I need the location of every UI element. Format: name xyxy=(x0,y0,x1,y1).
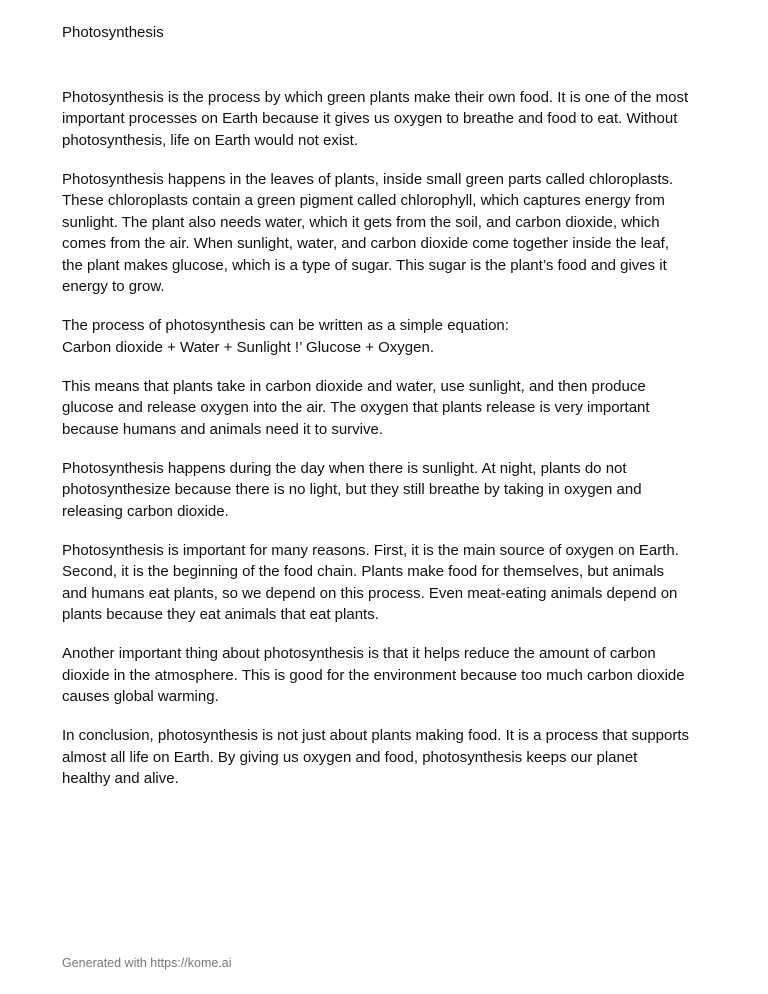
document-body xyxy=(62,22,722,807)
paragraph-line: causes global warming. xyxy=(62,688,219,705)
paragraph-line: This means that plants take in carbon dioxide and water, use sunlight, and then produce xyxy=(62,377,646,395)
paragraph-line: releasing carbon dioxide. xyxy=(62,502,229,520)
paragraph-line: Photosynthesis happens in the leaves of plants, inside small green parts called chloroplasts. xyxy=(62,170,674,188)
paragraph xyxy=(62,376,722,441)
paragraph-line: plants because they eat animals that eat plants. xyxy=(62,606,379,623)
paragraph-line: Photosynthesis is important for many reasons. First, it is the main source of oxygen on Earth. xyxy=(62,541,679,559)
paragraphs xyxy=(62,87,722,790)
paragraph xyxy=(62,540,722,626)
paragraph xyxy=(62,87,722,152)
paragraph-line: Carbon dioxide + Water + Sunlight !’ Glucose + Oxygen. xyxy=(62,338,435,356)
paragraph-line: and humans eat plants, so we depend on this process. Even meat-eating animals depend on xyxy=(62,584,678,602)
paragraph-line: important processes on Earth because it gives us oxygen to breathe and food to eat. Without xyxy=(62,110,678,127)
paragraph-line: Second, it is the beginning of the food chain. Plants make food for themselves, but animals xyxy=(62,563,665,580)
paragraph-line: glucose and release oxygen into the air. The oxygen that plants release is very important xyxy=(62,399,650,416)
paragraph-line: healthy and alive. xyxy=(62,770,179,787)
document-title: Photosynthesis xyxy=(62,24,164,41)
footer-generated-with: Generated with https://kome.ai xyxy=(62,956,232,970)
paragraph-line: Photosynthesis happens during the day when there is sunlight. At night, plants do not xyxy=(62,459,627,477)
paragraph-line: photosynthesis, life on Earth would not exist. xyxy=(62,131,359,149)
paragraph-line: photosynthesize because there is no light, but they still breathe by taking in oxygen and xyxy=(62,481,642,498)
paragraph-line: The process of photosynthesis can be written as a simple equation: xyxy=(62,317,509,334)
paragraph-line: These chloroplasts contain a green pigment called chlorophyll, which captures energy from xyxy=(62,192,665,209)
paragraph-line: sunlight. The plant also needs water, which it gets from the soil, and carbon dioxide, which xyxy=(62,213,660,231)
paragraph-line: Another important thing about photosynthesis is that it helps reduce the amount of carbon xyxy=(62,645,656,662)
paragraph xyxy=(62,725,722,790)
paragraph xyxy=(62,643,722,708)
paragraph-line: dioxide in the atmosphere. This is good for the environment because too much carbon dioxide xyxy=(62,666,685,684)
paragraph xyxy=(62,458,722,523)
paragraph-line: because humans and animals need it to survive. xyxy=(62,420,384,438)
paragraph-line: the plant makes glucose, which is a type of sugar. This sugar is the plant’s food and gives it xyxy=(62,256,667,274)
paragraph xyxy=(62,169,722,298)
paragraph-line: comes from the air. When sunlight, water, and carbon dioxide come together inside the leaf, xyxy=(62,235,670,252)
paragraph xyxy=(62,315,722,358)
paragraph-line: In conclusion, photosynthesis is not just about plants making food. It is a process that supports xyxy=(62,727,690,744)
paragraph-line: almost all life on Earth. By giving us oxygen and food, photosynthesis keeps our planet xyxy=(62,748,638,766)
paragraph-line: energy to grow. xyxy=(62,278,165,295)
paragraph-line: Photosynthesis is the process by which green plants make their own food. It is one of the most xyxy=(62,88,689,106)
